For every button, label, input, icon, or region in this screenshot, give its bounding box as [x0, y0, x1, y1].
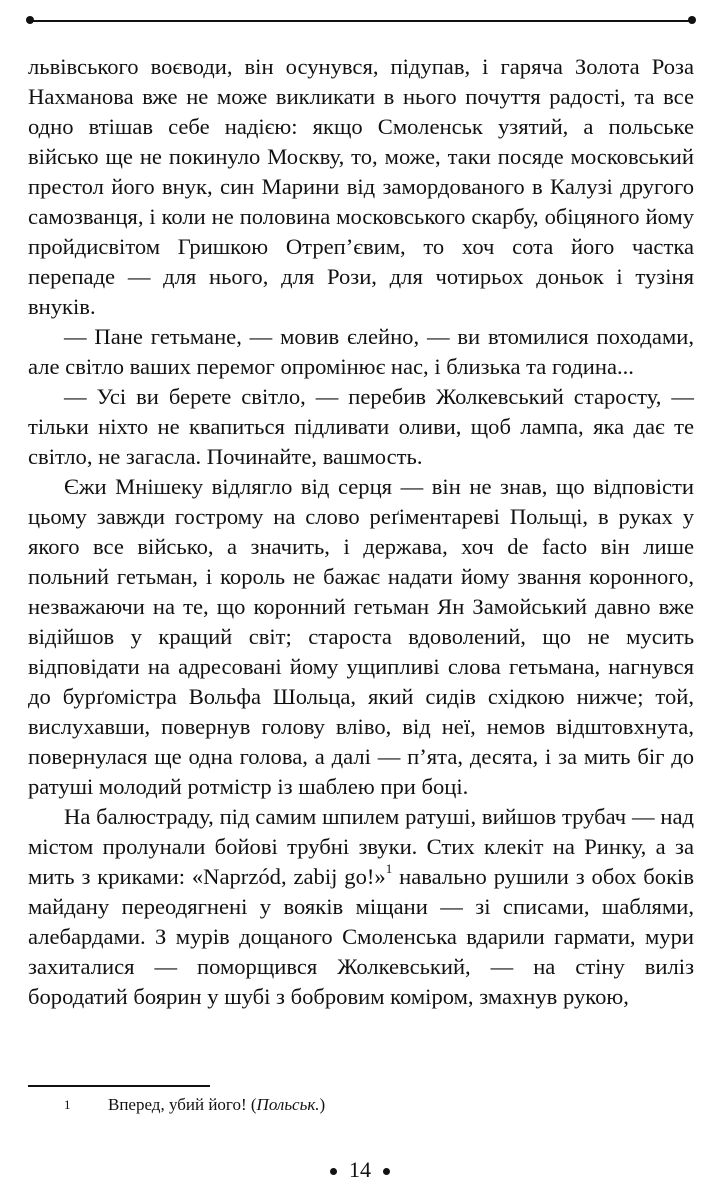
- footnote-number: 1: [64, 1097, 71, 1112]
- body-text: [28, 52, 694, 1012]
- footnote-rule: [28, 1085, 210, 1087]
- page-number-left-bullet: [330, 1168, 337, 1175]
- paragraph-text-continued: навально рушили з обох боків майдану переодягнені у вояків міщани — зі списами, шаблями, алебардами. З мурів дощаного Смоленська вдарили гармати, мури захиталися — поморщився Жолкевський, — на стіну виліз бородатий боярин у шубі з бобровим коміром, змахнув рукою,: [28, 864, 694, 1009]
- page-number-right-bullet: [383, 1168, 390, 1175]
- paragraph: — Пане гетьмане, — мовив єлейно, — ви втомилися походами, але світло ваших перемог опромінює нас, і близька та година...: [28, 324, 694, 379]
- footnote: [28, 1093, 694, 1117]
- page-number: [0, 1156, 720, 1184]
- header-rule-right-dot: [688, 16, 696, 24]
- page-number-value: 14: [349, 1157, 371, 1182]
- header-rule-left-dot: [26, 16, 34, 24]
- paragraph-last: [28, 802, 694, 1012]
- paragraph: Єжи Мнішеку відлягло від серця — він не знав, що відповісти цьому завжди гострому на слово реґіментареві Польщі, в руках у якого все військо, а значить, і держава, хоч de facto він лише польний гетьман, і король не бажає надати йому звання коронного, незважаючи на те, що коронний гетьман Ян Замойський давно вже відійшов у кращий світ; староста вдоволений, що не мусить відповідати на адресовані йому ущипливі слова гетьмана, нагнувся до бурґомістра Вольфа Шольца, який сидів східкою нижче; той, вислухавши, повернув голову вліво, від неї, немов відштовхнута, повернулася ще одна голова, а далі — п’ята, десята, і за мить біг до ратуші молодий ротмістр із шаблею при боці.: [28, 474, 694, 799]
- footnote-reference: 1: [385, 861, 393, 876]
- paragraph: — Усі ви берете світло, — перебив Жолкевський старосту, — тільки ніхто не квапиться підливати оливи, щоб лампа, яка дає те світло, не загасла. Починайте, вашмость.: [28, 384, 694, 469]
- paragraph-text: На балюстраду, під самим шпилем ратуші, вийшов трубач — над містом пролунали бойові трубні звуки. Стих клекіт на Ринку, а за мить з криками: «Naprzód, zabij go!»: [28, 804, 694, 889]
- header-rule: [28, 20, 694, 22]
- footnote-text: Вперед, убий його! (: [108, 1095, 257, 1114]
- footnote-close: ): [319, 1095, 326, 1114]
- paragraph: львівського воєводи, він осунувся, підупав, і гаряча Золота Роза Нахманова вже не може викликати в нього почуття радості, та все одно втішав себе надією: якщо Смоленськ узятий, а польське військо ще не покинуло Москву, то, може, таки посяде московський престол його внук, син Марини від замордованого в Калузі другого самозванця, і коли не половина московського скарбу, обіцяного йому пройдисвітом Гришкою Отреп’євим, то хоч сота його частка перепаде — для нього, для Рози, для чотирьох доньок і тузіня внуків.: [28, 54, 694, 319]
- footnote-language: Польськ.: [256, 1095, 320, 1114]
